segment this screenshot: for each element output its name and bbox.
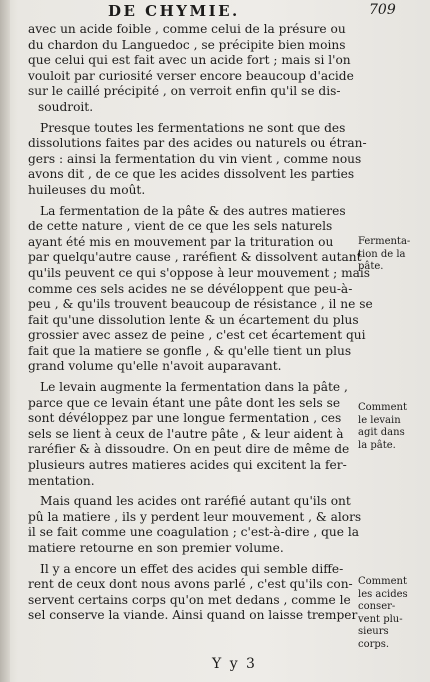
- text-line: par quelqu'autre cause , raréfient & dissolvent autant: [28, 250, 362, 265]
- text-line: plusieurs autres matieres acides qui excitent la fer-: [28, 458, 347, 473]
- text-line: sels se lient à ceux de l'autre pâte , & leur aident à: [28, 426, 344, 441]
- text-line: Mais quand les acides ont raréfié autant qu'ils ont: [40, 494, 351, 509]
- text-line: pû la matiere , ils y perdent leur mouvement , & alors: [28, 509, 362, 524]
- text-line: rent de ceux dont nous avons parlé , c'est qu'ils con-: [28, 577, 353, 592]
- text-line: il se fait comme une coagulation ; c'est-à-dire , que la: [28, 525, 359, 540]
- text-line: parce que ce levain étant une pâte dont les sels se: [28, 395, 341, 410]
- text-line: servent certains corps qu'on met dedans , comme le: [28, 592, 351, 607]
- margin-note-line: agit dans: [358, 427, 405, 438]
- margin-note-line: sieurs: [358, 626, 389, 637]
- text-line: La fermentation de la pâte & des autres matieres: [40, 203, 346, 218]
- text-line: sel conserve la viande. Ainsi quand on laisse tremper: [28, 608, 358, 623]
- margin-note-line: les acides: [358, 588, 408, 600]
- paragraph-3: [28, 203, 373, 376]
- text-line: que celui qui est fait avec un acide fort ; mais si l'on: [28, 53, 351, 68]
- text-line: vouloit par curiosité verser encore beaucoup d'acide: [28, 68, 354, 83]
- paragraph-2: [28, 120, 367, 199]
- text-line: fait que la matiere se gonfle , & qu'elle tient un plus: [28, 343, 352, 358]
- margin-note-levain: [358, 402, 428, 452]
- main-text: [28, 22, 373, 624]
- text-line: fait qu'une dissolution lente & un écartement du plus: [28, 312, 359, 327]
- text-line: ayant été mis en mouvement par la trituration ou: [28, 234, 334, 249]
- margin-note-line: le levain: [358, 414, 401, 426]
- margin-note-fermentation: [358, 236, 428, 274]
- signature-mark: Y y 3: [212, 656, 257, 672]
- text-line: raréfier & à dissoudre. On en peut dire de même de: [28, 442, 350, 457]
- text-line: qu'ils peuvent ce qui s'oppose à leur mouvement ; mais: [28, 265, 371, 280]
- text-line: gers : ainsi la fermentation du vin vient , comme nous: [28, 151, 362, 166]
- text-line: Presque toutes les fermentations ne sont que des: [40, 120, 346, 135]
- paragraph-1: [28, 22, 358, 116]
- text-line: Le levain augmente la fermentation dans la pâte ,: [40, 380, 348, 395]
- margin-note-acides: [358, 576, 428, 651]
- page-header: [0, 0, 430, 20]
- text-line: sur le caillé précipité , on verroit enfin qu'il se dis-: [28, 84, 341, 99]
- paragraph-5: [28, 494, 362, 556]
- running-head: DE CHYMIE.: [108, 2, 240, 20]
- text-line: peu , & qu'ils trouvent beaucoup de résistance , il ne se: [28, 297, 373, 312]
- margin-note-line: vent plu-: [358, 613, 403, 625]
- text-line: grossier avec assez de peine , c'est cet écartement qui: [28, 328, 366, 343]
- margin-note-line: Comment: [358, 402, 408, 413]
- text-line: huileuses du moût.: [28, 182, 146, 197]
- text-line: soudroit.: [38, 99, 94, 114]
- text-line: avons dit , de ce que les acides dissolvent les parties: [28, 167, 355, 182]
- text-line: sont dévéloppez par une longue fermentation , ces: [28, 411, 342, 426]
- text-line: du chardon du Languedoc , se précipite bien moins: [28, 37, 346, 52]
- margin-note-line: conser-: [358, 601, 396, 612]
- text-line: mentation.: [28, 473, 95, 488]
- text-line: de cette nature , vient de ce que les sels naturels: [28, 219, 333, 234]
- text-line: Il y a encore un effet des acides qui semble diffe-: [40, 561, 344, 576]
- page-number: 709: [369, 2, 396, 18]
- margin-note-line: tion de la: [358, 248, 406, 260]
- paragraph-6: [28, 562, 358, 624]
- text-line: dissolutions faites par des acides ou naturels ou étran-: [28, 136, 367, 151]
- margin-note-line: Fermenta-: [358, 236, 411, 247]
- paragraph-4: [28, 380, 358, 489]
- page-binding-shadow: [0, 0, 10, 682]
- margin-note-line: pâte.: [358, 261, 384, 272]
- margin-note-line: Comment: [358, 576, 408, 587]
- text-line: matiere retourne en son premier volume.: [28, 541, 284, 555]
- text-line: avec un acide foible , comme celui de la présure ou: [28, 22, 346, 36]
- margin-note-line: la pâte.: [358, 439, 396, 451]
- text-line: grand volume qu'elle n'avoit auparavant.: [28, 359, 282, 374]
- margin-note-line: corps.: [358, 638, 390, 650]
- text-line: comme ces sels acides ne se dévéloppent que peu-à-: [28, 281, 353, 296]
